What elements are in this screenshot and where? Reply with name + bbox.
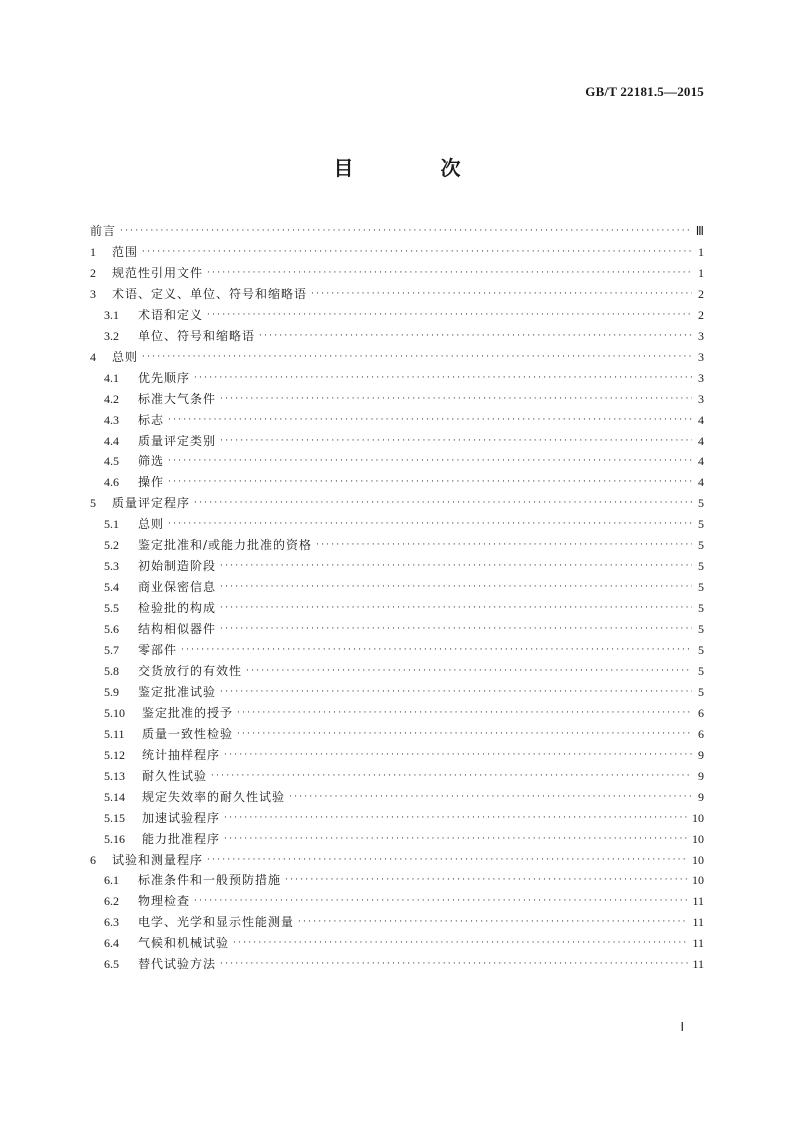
toc-entry[interactable] (104, 620, 704, 638)
toc-entry-page: 1 (698, 244, 704, 259)
toc-entry-page: 9 (698, 789, 704, 804)
toc-entry-page: 1 (698, 265, 704, 280)
toc-entry[interactable] (90, 264, 704, 282)
toc-entry-number: 5.16 (104, 831, 125, 846)
toc-entry-number: 2 (90, 265, 96, 280)
toc-entry-number: 3.1 (104, 307, 119, 322)
toc-entry-title: 交货放行的有效性 (138, 663, 243, 678)
toc-entry-number: 1 (90, 244, 96, 259)
toc-entry-title: 统计抽样程序 (142, 747, 221, 762)
toc-leader-dots (168, 515, 692, 533)
toc-leader-dots (142, 348, 692, 366)
toc-entry-title: 耐久性试验 (142, 768, 208, 783)
toc-leader-dots (220, 578, 692, 596)
toc-entry[interactable] (104, 306, 704, 324)
toc-leader-dots (289, 788, 692, 806)
toc-entry-title: 鉴定批准和/或能力批准的资格 (138, 538, 313, 553)
toc-entry-title: 标志 (138, 412, 165, 427)
toc-entry-number: 6.4 (104, 936, 119, 951)
toc-entry[interactable] (90, 348, 704, 366)
toc-entry-page: 4 (698, 412, 704, 427)
toc-entry-page: 9 (698, 768, 704, 783)
toc-entry-page: 5 (698, 684, 704, 699)
toc-entry[interactable] (104, 913, 704, 931)
toc-entry-page: 5 (698, 559, 704, 574)
toc-leader-dots (220, 432, 692, 450)
toc-entry-number: 6.1 (104, 873, 119, 888)
toc-entry-number: 4.6 (104, 475, 119, 490)
toc-entry-title: 能力批准程序 (142, 831, 221, 846)
toc-entry-number: 4.5 (104, 454, 119, 469)
toc-entry-page: 2 (698, 286, 704, 301)
toc-entry[interactable] (104, 536, 704, 554)
toc-leader-dots (168, 411, 692, 429)
toc-leader-dots (246, 662, 692, 680)
toc-entry[interactable] (104, 746, 704, 764)
toc-entry-page: 5 (698, 517, 704, 532)
toc-entry-page: 3 (698, 349, 704, 364)
toc-leader-dots (194, 892, 688, 910)
toc-entry-title: 前言 (90, 224, 117, 238)
toc-entry-page: 4 (698, 475, 704, 490)
toc-entry-page: 5 (698, 663, 704, 678)
toc-entry-number: 6 (90, 852, 96, 867)
toc-entry-title: 术语、定义、单位、符号和缩略语 (112, 286, 308, 301)
toc-entry-page: 10 (692, 873, 704, 888)
toc-entry-number: 5.8 (104, 663, 119, 678)
toc-entry-title: 总则 (112, 349, 139, 364)
toc-entry-title: 总则 (138, 517, 165, 532)
toc-entry[interactable] (104, 452, 704, 470)
toc-leader-dots (168, 473, 692, 491)
toc-entry-page: 11 (692, 915, 704, 930)
toc-entry[interactable] (104, 411, 704, 429)
toc-entry[interactable] (90, 222, 704, 240)
toc-entry-number: 6.2 (104, 894, 119, 909)
toc-entry-title: 试验和测量程序 (112, 852, 204, 867)
toc-entry-page: 9 (698, 747, 704, 762)
toc-entry-number: 4.4 (104, 433, 119, 448)
toc-leader-dots (233, 934, 688, 952)
toc-entry-title: 商业保密信息 (138, 580, 217, 595)
toc-entry-page: 3 (698, 391, 704, 406)
toc-entry-page: 5 (698, 622, 704, 637)
toc-entry-page: 10 (692, 831, 704, 846)
toc-leader-dots (220, 599, 692, 617)
toc-entry-page: 5 (698, 643, 704, 657)
toc-entry-title: 结构相似器件 (138, 622, 217, 637)
toc-entry-page: 10 (692, 810, 704, 825)
toc-leader-dots (259, 327, 692, 345)
toc-entry-title: 标准条件和一般预防措施 (138, 873, 282, 888)
toc-leader-dots (220, 557, 692, 575)
toc-entry-page: 4 (698, 454, 704, 469)
toc-leader-dots (316, 536, 692, 554)
toc-entry-title: 鉴定批准的授予 (142, 705, 234, 720)
toc-entry[interactable] (90, 243, 704, 261)
toc-entry[interactable] (104, 788, 704, 806)
toc-entry-page: 11 (692, 936, 704, 951)
toc-entry-number: 5.2 (104, 538, 119, 553)
toc-leader-dots (220, 955, 688, 973)
toc-entry[interactable] (104, 599, 704, 617)
toc-entry[interactable] (104, 578, 704, 596)
toc-entry[interactable] (104, 683, 704, 701)
toc-entry[interactable] (104, 557, 704, 575)
toc-entry[interactable] (104, 809, 704, 827)
toc-entry[interactable] (104, 327, 704, 345)
toc-entry-page: Ⅲ (695, 224, 704, 238)
toc-entry-page: 10 (692, 852, 704, 867)
toc-entry-number: 3 (90, 286, 96, 301)
toc-entry-number: 5.7 (104, 643, 119, 657)
toc-leader-dots (237, 725, 692, 743)
toc-entry-page: 11 (692, 957, 704, 972)
toc-entry[interactable] (104, 515, 704, 533)
toc-entry-number: 5.14 (104, 789, 125, 804)
standard-number: GB/T 22181.5—2015 (585, 84, 704, 99)
toc-entry-page: 5 (698, 496, 704, 511)
toc-leader-dots (211, 767, 692, 785)
toc-entry-title: 电学、光学和显示性能测量 (138, 915, 295, 930)
toc-entry-number: 4 (90, 349, 96, 364)
page-folio: Ⅰ (680, 1020, 684, 1034)
toc-entry-number: 3.2 (104, 328, 119, 343)
toc-entry-title: 质量评定类别 (138, 433, 217, 448)
toc-entry[interactable] (104, 473, 704, 491)
toc-entry-title: 初始制造阶段 (138, 559, 217, 574)
toc-entry-title: 规范性引用文件 (112, 265, 204, 280)
toc-leader-dots (207, 264, 692, 282)
toc-entry-title: 单位、符号和缩略语 (138, 328, 256, 343)
toc-entry-number: 5.5 (104, 601, 119, 616)
toc-entry[interactable] (104, 830, 704, 848)
toc-leader-dots (207, 306, 692, 324)
toc-entry-number: 5.13 (104, 768, 125, 783)
toc-entry[interactable] (104, 641, 704, 659)
toc-entry-title: 术语和定义 (138, 307, 204, 322)
toc-leader-dots (224, 830, 688, 848)
toc-entry[interactable] (104, 871, 704, 889)
toc-entry-number: 6.3 (104, 915, 119, 930)
toc-entry-page: 5 (698, 580, 704, 595)
toc-leader-dots (237, 704, 692, 722)
toc-entry-page: 4 (698, 433, 704, 448)
toc-entry-title: 优先顺序 (138, 370, 191, 385)
toc-leader-dots (168, 452, 692, 470)
toc-entry-number: 5.9 (104, 684, 119, 699)
toc-entry-title: 鉴定批准试验 (138, 684, 217, 699)
toc-leader-dots (194, 494, 692, 512)
toc-entry-title: 检验批的构成 (138, 601, 217, 616)
toc-leader-dots (181, 641, 692, 659)
toc-entry-number: 4.2 (104, 391, 119, 406)
toc-leader-dots (298, 913, 688, 931)
toc-entry[interactable] (104, 662, 704, 680)
toc-entry-number: 4.3 (104, 412, 119, 427)
toc-entry-title: 规定失效率的耐久性试验 (142, 789, 286, 804)
toc-entry-page: 5 (698, 601, 704, 616)
toc-entry-title: 筛选 (138, 454, 165, 469)
toc-leader-dots (120, 222, 692, 240)
page-title: 目 次 (333, 156, 501, 180)
toc-entry-title: 标准大气条件 (138, 391, 217, 406)
toc-entry[interactable] (104, 767, 704, 785)
toc-entry[interactable] (104, 432, 704, 450)
toc-entry[interactable] (104, 704, 704, 722)
toc-entry-number: 5.6 (104, 622, 119, 637)
toc-entry-page: 5 (698, 538, 704, 553)
toc-leader-dots (207, 851, 688, 869)
toc-entry[interactable] (104, 725, 704, 743)
toc-entry-number: 5.1 (104, 517, 119, 532)
toc-leader-dots (311, 285, 692, 303)
toc-entry-number: 5.10 (104, 705, 125, 720)
toc-leader-dots (224, 809, 688, 827)
toc-entry[interactable] (90, 851, 704, 869)
toc-entry-title: 零部件 (138, 643, 178, 657)
toc-entry[interactable] (90, 494, 704, 512)
toc-entry[interactable] (104, 390, 704, 408)
toc-entry-title: 气候和机械试验 (138, 936, 230, 951)
toc-entry-number: 5.15 (104, 810, 125, 825)
toc-entry-number: 5 (90, 496, 96, 511)
toc-entry-title: 操作 (138, 475, 165, 490)
toc-leader-dots (285, 871, 688, 889)
toc-entry-page: 6 (698, 705, 704, 720)
toc-leader-dots (220, 620, 692, 638)
toc-leader-dots (220, 683, 692, 701)
toc-leader-dots (224, 746, 692, 764)
toc-entry-title: 物理检查 (138, 894, 191, 909)
toc-entry-number: 5.12 (104, 747, 125, 762)
toc-leader-dots (194, 369, 692, 387)
toc-entry-title: 替代试验方法 (138, 957, 217, 972)
toc-entry[interactable] (104, 369, 704, 387)
toc-entry-title: 质量一致性检验 (142, 726, 234, 741)
toc-entry[interactable] (104, 934, 704, 952)
toc-entry-page: 3 (698, 370, 704, 385)
toc-entry[interactable] (90, 285, 704, 303)
toc-entry[interactable] (104, 892, 704, 910)
toc-entry[interactable] (104, 955, 704, 973)
toc-entry-title: 质量评定程序 (112, 496, 191, 511)
toc-entry-page: 11 (692, 894, 704, 909)
toc-leader-dots (142, 243, 692, 261)
toc-leader-dots (220, 390, 692, 408)
toc-entry-page: 6 (698, 726, 704, 741)
toc-entry-title: 范围 (112, 244, 139, 259)
toc-entry-page: 2 (698, 307, 704, 322)
toc-entry-number: 6.5 (104, 957, 119, 972)
toc-entry-number: 4.1 (104, 370, 119, 385)
toc-entry-page: 3 (698, 328, 704, 343)
toc-entry-number: 5.3 (104, 559, 119, 574)
toc-entry-number: 5.11 (104, 726, 125, 741)
toc-entry-title: 加速试验程序 (142, 810, 221, 825)
toc-entry-number: 5.4 (104, 580, 119, 595)
